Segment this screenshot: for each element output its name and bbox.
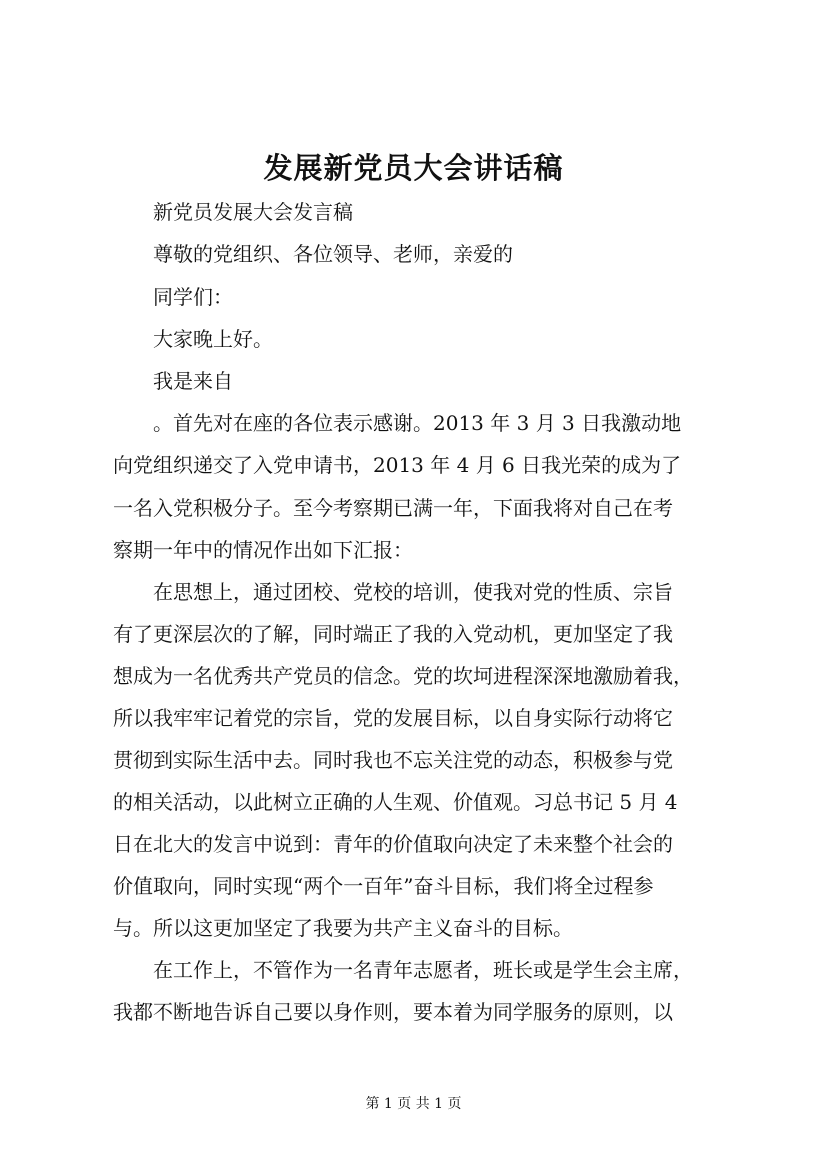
body-line: 尊敬的党组织、各位领导、老师，亲爱的	[153, 242, 513, 266]
body-line: 所以我牢牢记着党的宗旨，党的发展目标，以自身实际行动将它	[113, 706, 673, 730]
body-line: 价值取向，同时实现“两个一百年”奋斗目标，我们将全过程参	[113, 874, 654, 898]
body-line: 同学们：	[153, 285, 233, 309]
body-line: 日在北大的发言中说到：青年的价值取向决定了未来整个社会的	[113, 832, 673, 856]
body-line: 大家晚上好。	[153, 327, 273, 351]
body-line: 想成为一名优秀共产党员的信念。党的坎坷进程深深地激励着我，	[113, 664, 693, 688]
body-line: 贯彻到实际生活中去。同时我也不忘关注党的动态，积极参与党	[113, 748, 673, 772]
body-line: 。首先对在座的各位表示感谢。2013 年 3 月 3 日我激动地	[153, 411, 682, 435]
document-title: 发展新党员大会讲话稿	[263, 151, 564, 185]
body-line: 我都不断地告诉自己要以身作则，要本着为同学服务的原则，以	[113, 1000, 673, 1024]
body-line: 察期一年中的情况作出如下汇报：	[113, 538, 413, 562]
body-line: 一名入党积极分子。至今考察期已满一年，下面我将对自己在考	[113, 496, 673, 520]
body-line: 有了更深层次的了解，同时端正了我的入党动机，更加坚定了我	[113, 622, 673, 646]
body-line: 在工作上，不管作为一名青年志愿者，班长或是学生会主席，	[153, 958, 693, 982]
page-number: 第 1 页 共 1 页	[365, 1096, 462, 1112]
body-line: 的相关活动，以此树立正确的人生观、价值观。习总书记 5 月 4	[113, 790, 678, 814]
body-line: 向党组织递交了入党申请书，2013 年 4 月 6 日我光荣的成为了	[113, 453, 682, 477]
body-line: 与。所以这更加坚定了我要为共产主义奋斗的目标。	[113, 916, 573, 940]
body-line: 我是来自	[153, 369, 233, 393]
body-line: 新党员发展大会发言稿	[153, 200, 353, 224]
body-line: 在思想上，通过团校、党校的培训，使我对党的性质、宗旨	[153, 580, 673, 604]
